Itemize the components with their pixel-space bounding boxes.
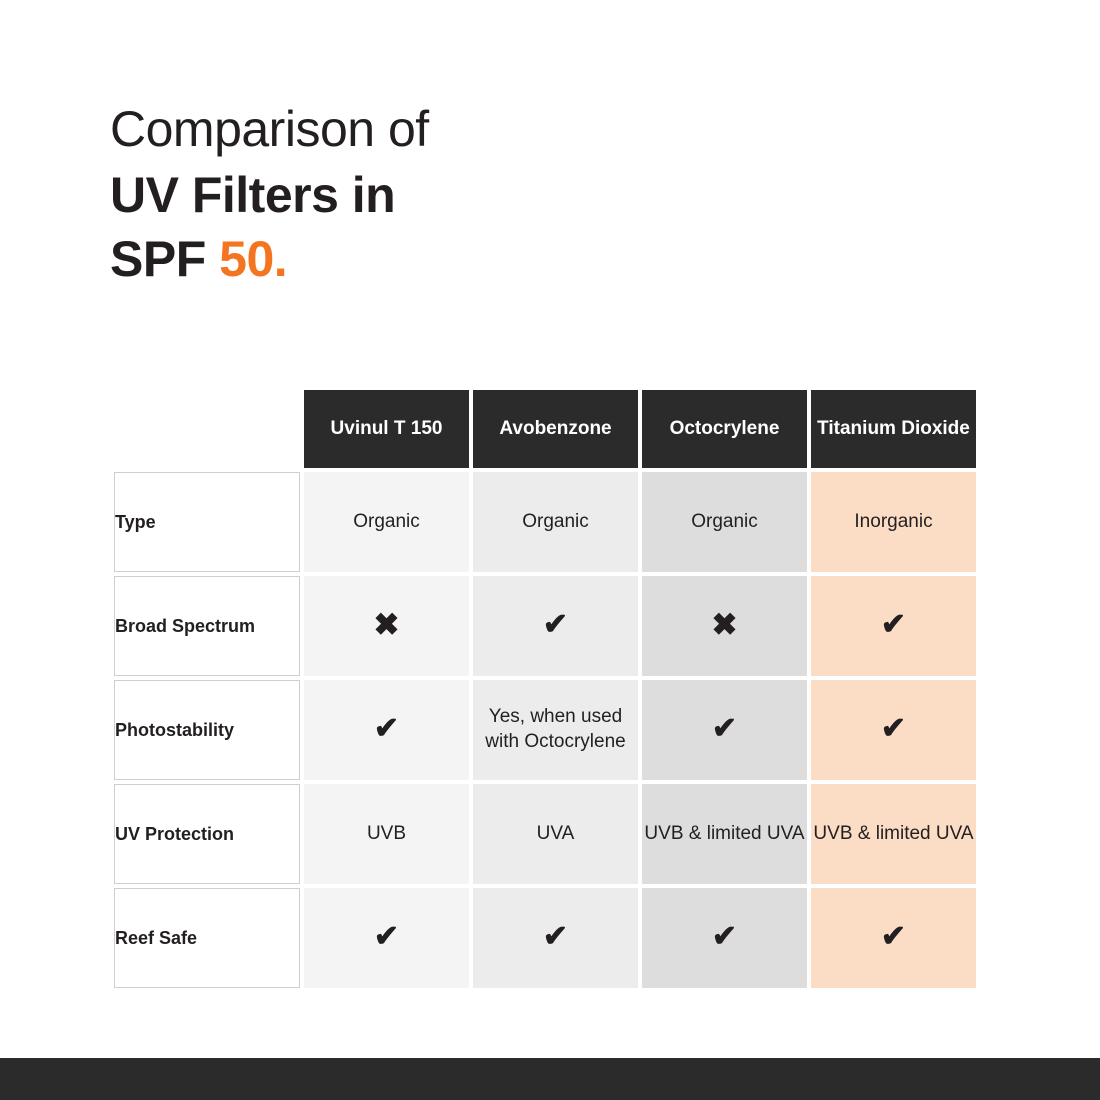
title-line-1: Comparison of bbox=[110, 101, 429, 157]
table-header-row bbox=[114, 390, 976, 468]
check-icon: ✔ bbox=[880, 712, 907, 746]
title-line-3 bbox=[110, 231, 429, 287]
cell-photostability-titanium-dioxide bbox=[811, 680, 976, 780]
cell-type-uvinul: Organic bbox=[304, 472, 469, 572]
cell-broad-spectrum-titanium-dioxide bbox=[811, 576, 976, 676]
row-label-photostability: Photostability bbox=[114, 680, 300, 780]
cell-photostability-avobenzone: Yes, when used with Octocrylene bbox=[473, 680, 638, 780]
table-row-uv-protection bbox=[114, 784, 976, 884]
cell-type-avobenzone: Organic bbox=[473, 472, 638, 572]
cell-reef-safe-uvinul bbox=[304, 888, 469, 988]
cell-photostability-octocrylene bbox=[642, 680, 807, 780]
table-row-type bbox=[114, 472, 976, 572]
cell-reef-safe-titanium-dioxide bbox=[811, 888, 976, 988]
table-row-broad-spectrum bbox=[114, 576, 976, 676]
table-row-reef-safe bbox=[114, 888, 976, 988]
check-icon: ✔ bbox=[711, 712, 738, 746]
cell-uv-protection-avobenzone: UVA bbox=[473, 784, 638, 884]
cell-reef-safe-octocrylene bbox=[642, 888, 807, 988]
comparison-table bbox=[110, 386, 980, 992]
column-header-octocrylene: Octocrylene bbox=[642, 390, 807, 468]
table-row-photostability bbox=[114, 680, 976, 780]
check-icon: ✔ bbox=[880, 920, 907, 954]
cell-broad-spectrum-octocrylene bbox=[642, 576, 807, 676]
check-icon: ✔ bbox=[542, 608, 569, 642]
check-icon: ✔ bbox=[711, 920, 738, 954]
column-header-uvinul: Uvinul T 150 bbox=[304, 390, 469, 468]
title-line-3-prefix: SPF bbox=[110, 231, 220, 287]
cell-photostability-uvinul bbox=[304, 680, 469, 780]
row-label-type: Type bbox=[114, 472, 300, 572]
cross-icon: ✖ bbox=[373, 607, 400, 643]
page-title bbox=[110, 101, 429, 298]
cell-broad-spectrum-avobenzone bbox=[473, 576, 638, 676]
check-icon: ✔ bbox=[373, 712, 400, 746]
row-label-broad-spectrum: Broad Spectrum bbox=[114, 576, 300, 676]
table-corner-cell bbox=[114, 390, 300, 468]
title-line-3-accent: 50. bbox=[219, 231, 288, 287]
check-icon: ✔ bbox=[542, 920, 569, 954]
check-icon: ✔ bbox=[880, 608, 907, 642]
comparison-table-wrapper bbox=[110, 386, 980, 992]
cell-broad-spectrum-uvinul bbox=[304, 576, 469, 676]
cross-icon: ✖ bbox=[711, 607, 738, 643]
row-label-uv-protection: UV Protection bbox=[114, 784, 300, 884]
column-header-avobenzone: Avobenzone bbox=[473, 390, 638, 468]
title-line-2: UV Filters in bbox=[110, 167, 396, 223]
footer-bar bbox=[0, 1058, 1100, 1100]
check-icon: ✔ bbox=[373, 920, 400, 954]
cell-uv-protection-uvinul: UVB bbox=[304, 784, 469, 884]
cell-reef-safe-avobenzone bbox=[473, 888, 638, 988]
cell-type-octocrylene: Organic bbox=[642, 472, 807, 572]
cell-type-titanium-dioxide: Inorganic bbox=[811, 472, 976, 572]
cell-uv-protection-titanium-dioxide: UVB & limited UVA bbox=[811, 784, 976, 884]
column-header-titanium-dioxide: Titanium Dioxide bbox=[811, 390, 976, 468]
row-label-reef-safe: Reef Safe bbox=[114, 888, 300, 988]
cell-uv-protection-octocrylene: UVB & limited UVA bbox=[642, 784, 807, 884]
